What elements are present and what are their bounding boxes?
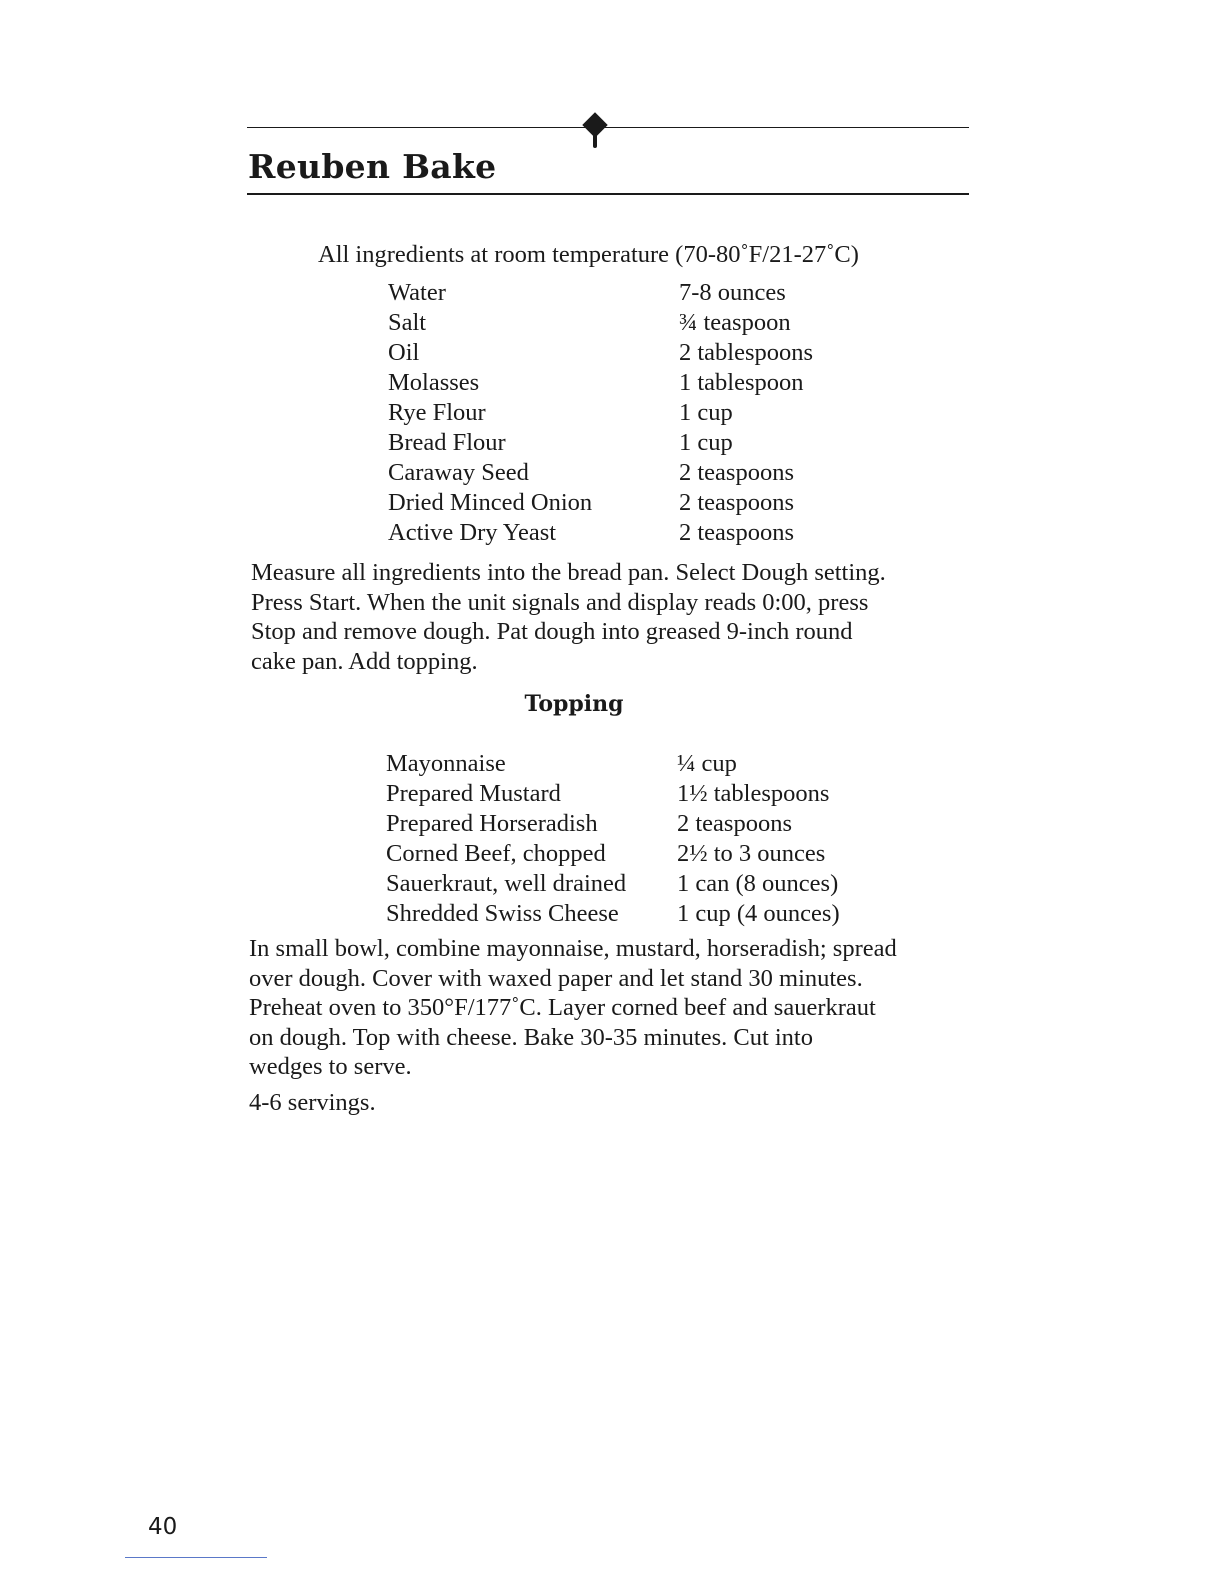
topping-name: Prepared Horseradish [386, 810, 598, 837]
baking-directions [249, 934, 969, 1082]
diamond-ornament-icon [582, 112, 607, 137]
topping-amount: 1 cup (4 ounces) [677, 900, 840, 927]
temperature-note: All ingredients at room temperature (70-80˚F/21-27˚C) [318, 241, 859, 268]
ingredient-name: Active Dry Yeast [388, 519, 557, 546]
ingredient-amount: 7-8 ounces [679, 279, 786, 306]
direction-line: over dough. Cover with waxed paper and let stand 30 minutes. [249, 964, 863, 992]
topping-name: Mayonnaise [386, 750, 506, 777]
direction-line: In small bowl, combine mayonnaise, mustard, horseradish; spread [249, 935, 897, 962]
ingredient-name: Water [388, 279, 446, 306]
topping-heading: Topping [524, 691, 624, 717]
direction-line: Press Start. When the unit signals and display reads 0:00, press [251, 588, 869, 616]
ingredient-row [388, 368, 813, 398]
ingredient-amount: 1 cup [679, 429, 733, 456]
ingredient-amount: 1 tablespoon [679, 369, 804, 396]
ingredient-row [388, 428, 813, 458]
ingredient-list [388, 278, 813, 548]
topping-row [386, 869, 840, 899]
ingredient-amount: 1 cup [679, 399, 733, 426]
topping-amount: ¼ cup [677, 750, 737, 777]
topping-name: Shredded Swiss Cheese [386, 900, 619, 927]
ingredient-name: Salt [388, 309, 427, 336]
topping-row [386, 749, 840, 779]
ingredient-name: Dried Minced Onion [388, 489, 593, 516]
ingredient-row [388, 458, 813, 488]
footer-rule [125, 1557, 267, 1558]
topping-row [386, 809, 840, 839]
ingredient-name: Caraway Seed [388, 459, 529, 486]
servings-note: 4-6 servings. [249, 1089, 376, 1116]
ingredient-row [388, 278, 813, 308]
direction-line: Measure all ingredients into the bread pan. Select Dough setting. [251, 559, 886, 586]
recipe-title: Reuben Bake [248, 147, 497, 186]
title-underline-rule [247, 193, 969, 195]
topping-name: Corned Beef, chopped [386, 840, 606, 867]
ingredient-name: Oil [388, 339, 420, 366]
direction-line: on dough. Top with cheese. Bake 30-35 minutes. Cut into [249, 1023, 813, 1051]
ingredient-row [388, 308, 813, 338]
ingredient-name: Rye Flour [388, 399, 486, 426]
page-number: 40 [148, 1514, 178, 1540]
topping-row [386, 899, 840, 929]
direction-line: cake pan. Add topping. [251, 647, 478, 675]
topping-amount: 1 can (8 ounces) [677, 870, 839, 897]
ingredient-amount: 2 teaspoons [679, 489, 794, 516]
ingredient-name: Molasses [388, 369, 480, 396]
ingredient-row [388, 518, 813, 548]
topping-name: Prepared Mustard [386, 780, 561, 807]
topping-name: Sauerkraut, well drained [386, 870, 627, 897]
ingredient-row [388, 488, 813, 518]
ingredient-name: Bread Flour [388, 429, 506, 456]
ingredient-amount: 2 teaspoons [679, 519, 794, 546]
topping-row [386, 779, 840, 809]
ingredient-amount: ¾ teaspoon [679, 309, 791, 336]
top-divider-rule [247, 127, 969, 128]
topping-amount: 2 teaspoons [677, 810, 792, 837]
topping-row [386, 839, 840, 869]
direction-line: Preheat oven to 350°F/177˚C. Layer corned beef and sauerkraut [249, 994, 876, 1021]
ingredient-amount: 2 teaspoons [679, 459, 794, 486]
topping-amount: 2½ to 3 ounces [677, 840, 826, 867]
topping-amount: 1½ tablespoons [677, 780, 830, 807]
ingredient-row [388, 338, 813, 368]
direction-line: Stop and remove dough. Pat dough into greased 9-inch round [251, 618, 853, 645]
dough-directions [251, 558, 971, 676]
ingredient-amount: 2 tablespoons [679, 339, 814, 366]
topping-ingredient-list [386, 749, 840, 929]
ingredient-row [388, 398, 813, 428]
direction-line: wedges to serve. [249, 1053, 412, 1080]
